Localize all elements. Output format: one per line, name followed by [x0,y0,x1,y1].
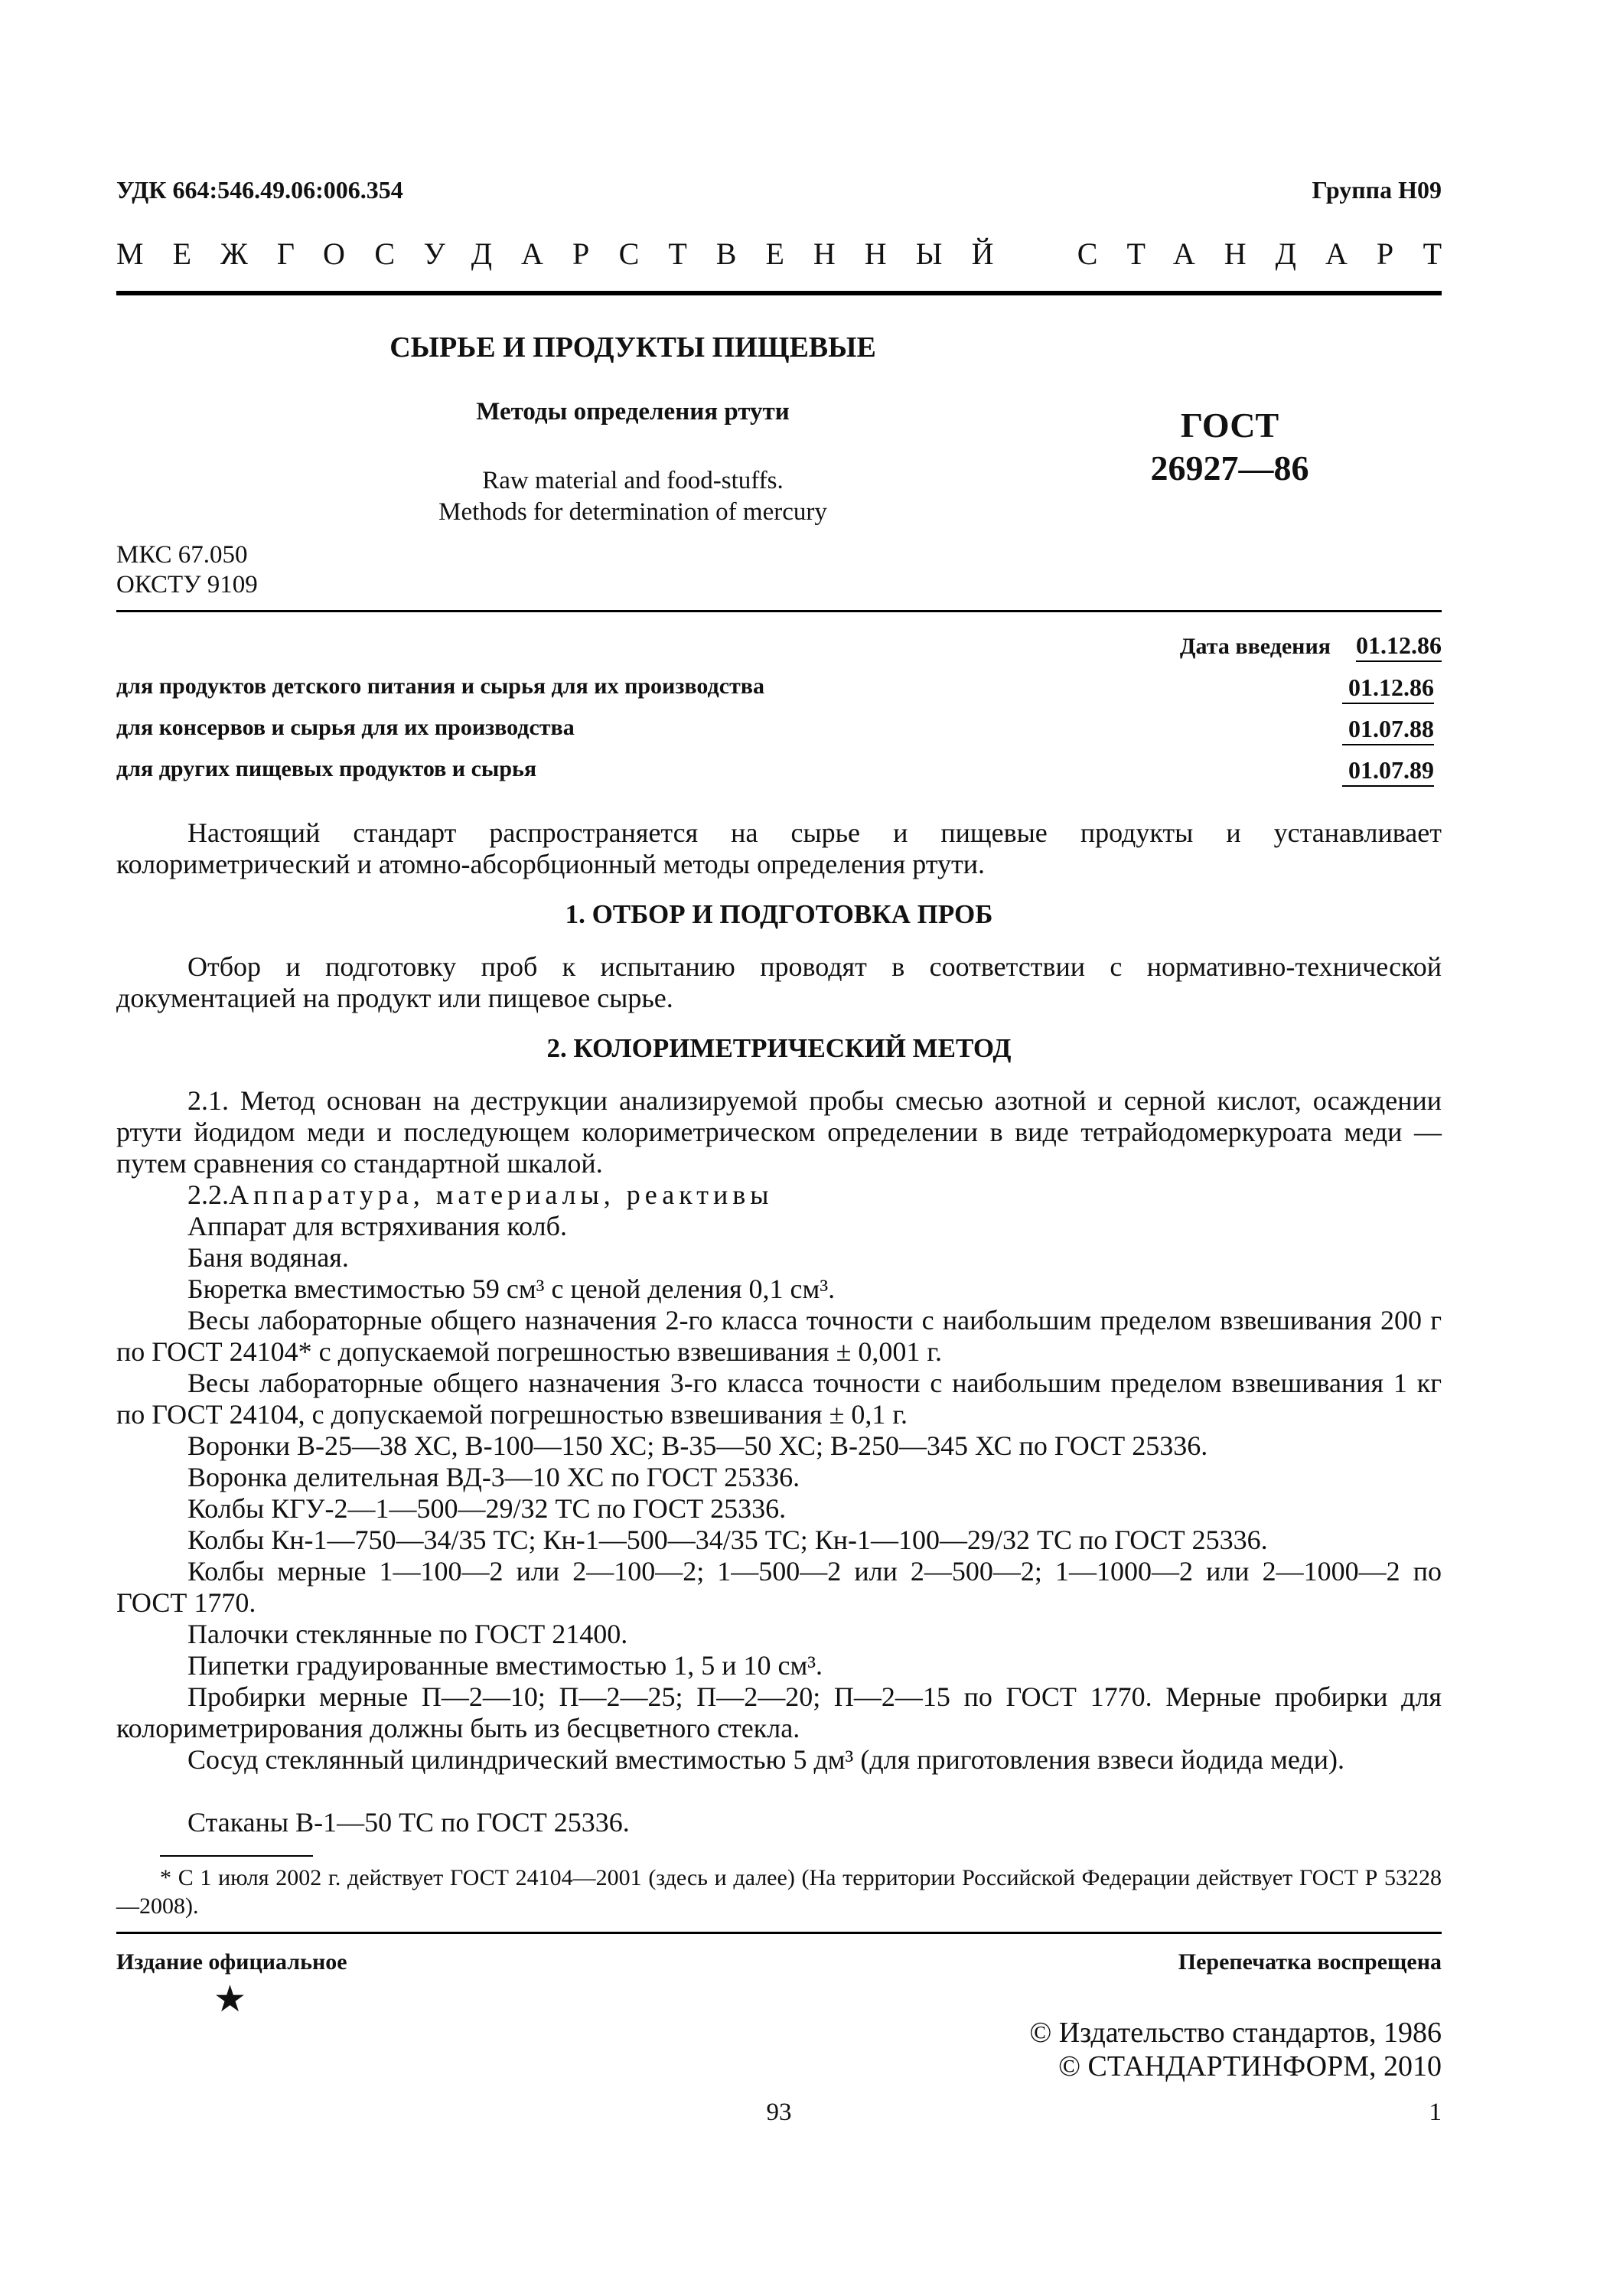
english-title [116,465,1111,528]
date-row-label: для консервов и сырья для их производства [116,715,575,740]
english-title-line-2: Methods for determination of mercury [438,498,827,526]
list-item: Колбы мерные 1—100—2 или 2—100—2; 1—500—2 или 2—500—2; 1—1000—2 или 2—1000—2 по ГОСТ 1770. [116,1556,1442,1618]
header-divider [116,291,1442,295]
section-1-heading: 1. ОТБОР И ПОДГОТОВКА ПРОБ [565,899,993,929]
intro-date-value: 01.12.86 [1356,631,1442,662]
list-item: Стаканы В-1—50 ТС по ГОСТ 25336. [187,1807,630,1838]
date-row-3 [116,756,1442,787]
date-row-label: для других пищевых продуктов и сырья [116,756,537,781]
reprint-notice: Перепечатка воспрещена [1178,1949,1442,1975]
copyright-line-2: © СТАНДАРТИНФОРМ, 2010 [1058,2050,1442,2082]
intro-date-row [1180,631,1442,662]
group-code: Группа Н09 [1312,176,1442,204]
official-edition: Издание официальное [116,1949,347,1975]
mks-code: МКС 67.050 [116,541,248,569]
title-divider [116,610,1442,612]
footer-divider [116,1932,1442,1934]
footnote-separator [160,1855,313,1857]
list-item: Сосуд стеклянный цилиндрический вместимостью 5 дм³ (для приготовления взвеси йодида меди). [187,1744,1344,1775]
date-row-value: 01.07.89 [1342,756,1434,787]
copyright-block [1029,2016,1442,2083]
page-number-right: 1 [1429,2099,1442,2126]
list-item: Воронки В-25—38 ХС, В-100—150 ХС; В-35—50 ХС; В-250—345 ХС по ГОСТ 25336. [187,1430,1208,1461]
classification-codes [116,540,258,600]
list-item: Пробирки мерные П—2—10; П—2—25; П—2—20; П—2—15 по ГОСТ 1770. Мерные пробирки для колориметрирования должны быть из бесцветного стекла. [116,1681,1442,1743]
udk-code: УДК 664:546.49.06:006.354 [116,176,403,204]
paragraph-number: 2.2. [187,1179,229,1210]
header-row [116,176,1442,204]
copyright-line-1: © Издательство стандартов, 1986 [1029,2017,1442,2049]
page-number-center: 93 [766,2099,792,2126]
list-item: Весы лабораторные общего назначения 2-го класса точности с наибольшим пределом взвешивания 200 г по ГОСТ 24104* с допускаемой погрешностью взвешивания ± 0,001 г. [116,1305,1442,1367]
list-item: Воронка делительная ВД-3—10 ХС по ГОСТ 25336. [187,1462,800,1492]
okstu-code: ОКСТУ 9109 [116,571,258,598]
document-page [116,0,1471,2296]
date-row-value: 01.12.86 [1342,673,1434,704]
list-item: Баня водяная. [187,1242,349,1273]
english-title-line-1: Raw material and food-stuffs. [482,467,784,494]
interstate-word: МЕЖГОСУДАРСТВЕННЫЙ [116,236,1023,271]
document-title: СЫРЬЕ И ПРОДУКТЫ ПИЩЕВЫЕ [389,331,876,364]
star-icon: ★ [213,1979,247,2020]
list-item: Бюретка вместимостью 59 см³ с ценой деления 0,1 см³. [187,1274,836,1304]
gost-designation [1111,404,1348,490]
date-row-1 [116,673,1442,704]
date-row-value: 01.07.88 [1342,715,1434,745]
footer-row [116,1949,1442,1975]
paragraph-2-1: 2.1. Метод основан на деструкции анализируемой пробы смесью азотной и серной кислот, осаждении ртути йодидом меди и последующем колориметрическом определении в виде тетрайодомеркуроата меди — путем сравнения со стандартной шкалой. [116,1085,1442,1179]
section-2-heading: 2. КОЛОРИМЕТРИЧЕСКИЙ МЕТОД [546,1033,1012,1063]
interstate-standard-banner [116,236,1471,272]
list-item: Аппарат для встряхивания колб. [187,1211,567,1241]
paragraph-2-2-heading [187,1179,1442,1211]
footnote: * С 1 июля 2002 г. действует ГОСТ 24104—2001 (здесь и далее) (На территории Российской Федерации действует ГОСТ Р 53228—2008). [116,1865,1442,1919]
list-item: Весы лабораторные общего назначения 3-го класса точности с наибольшим пределом взвешивания 1 кг по ГОСТ 24104, с допускаемой погрешностью взвешивания ± 0,1 г. [116,1368,1442,1430]
section-1-text: Отбор и подготовку проб к испытанию проводят в соответствии с нормативно-технической документацией на продукт или пищевое сырье. [116,951,1442,1013]
list-item: Колбы Кн-1—750—34/35 ТС; Кн-1—500—34/35 ТС; Кн-1—100—29/32 ТС по ГОСТ 25336. [187,1525,1268,1555]
list-item: Пипетки градуированные вместимостью 1, 5 и 10 см³. [187,1650,823,1681]
document-subtitle: Методы определения ртути [476,398,790,426]
paragraph-title: Аппаратура, материалы, реактивы [229,1179,774,1210]
list-item: Колбы КГУ-2—1—500—29/32 ТС по ГОСТ 25336. [187,1493,787,1524]
date-row-label: для продуктов детского питания и сырья для их производства [116,673,764,699]
list-item: Палочки стеклянные по ГОСТ 21400. [187,1619,628,1649]
standard-word: СТАНДАРТ [1077,236,1471,271]
gost-label: ГОСТ [1180,406,1279,445]
intro-paragraph: Настоящий стандарт распространяется на сырье и пищевые продукты и устанавливает колориметрический и атомно-абсорбционный методы определения ртути. [116,817,1442,879]
gost-number: 26927—86 [1150,448,1309,488]
date-row-2 [116,715,1442,745]
intro-date-label: Дата введения [1179,634,1331,659]
